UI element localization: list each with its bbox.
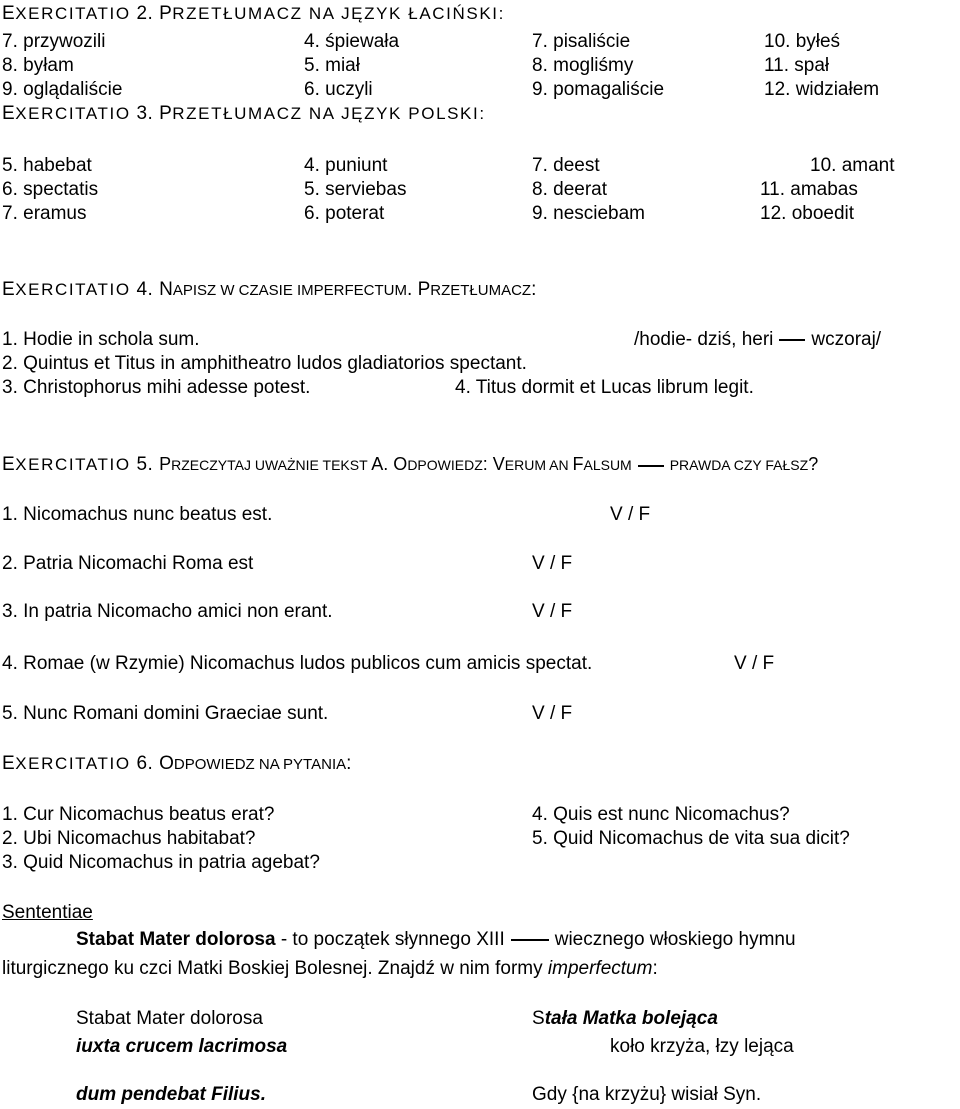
ex3-item: 7. deest [532, 155, 600, 176]
ex4-sentence: 4. Titus dormit et Lucas librum legit. [455, 377, 754, 398]
ex3-item: 12. oboedit [760, 203, 855, 224]
sententiae-title: Sententiae [2, 902, 93, 923]
heading-title: RZETŁUMACZ NA JĘZYK POLSKI: [172, 104, 486, 123]
ex4-note [634, 328, 881, 352]
instruction-text: RZECZYTAJ UWAŻNIE TEKST [171, 457, 372, 473]
heading-initial: P [159, 103, 173, 124]
heading-number: 6. [130, 753, 160, 774]
ex5-choice: V / F [734, 653, 775, 674]
hymn-title: Stabat Mater dolorosa [76, 929, 276, 950]
verse-latin: Stabat Mater dolorosa [76, 1008, 263, 1029]
instruction-initial: O [393, 454, 408, 474]
ex5-choice: V / F [532, 553, 573, 574]
ex2-item: 6. uczyli [304, 79, 373, 100]
ex2-item: 11. spał [764, 55, 830, 76]
ex5-instruction [159, 454, 819, 474]
heading-word: XERCITATIO [15, 280, 131, 299]
instruction-text: DPOWIEDZ [407, 457, 483, 473]
intro-punct: : [652, 958, 658, 979]
intro-text: wiecznego włoskiego hymnu [554, 929, 796, 950]
ex2-item: 8. byłam [2, 55, 74, 76]
ex5-choice: V / F [532, 601, 573, 622]
instruction-initial: N [159, 279, 173, 300]
heading-initial: E [2, 753, 16, 774]
heading-title: RZETŁUMACZ NA JĘZYK ŁACIŃSKI: [172, 4, 505, 23]
ex3-item: 6. spectatis [2, 179, 99, 200]
instruction-initial: P [159, 454, 172, 474]
ex3-item: 11. amabas [760, 179, 858, 200]
ex3-heading [2, 102, 486, 126]
instruction-initial: F [572, 454, 584, 474]
ex5-statement: 3. In patria Nicomacho amici non erant. [2, 601, 333, 622]
heading-number: 5. [130, 454, 160, 475]
heading-word: XERCITATIO [15, 455, 131, 474]
heading-number: 2. [130, 3, 160, 24]
heading-initial: E [2, 3, 16, 24]
ex2-item: 4. śpiewała [304, 31, 400, 52]
ex5-statement: 1. Nicomachus nunc beatus est. [2, 504, 273, 525]
ex2-item: 12. widziałem [764, 79, 880, 100]
verse-polish: Gdy {na krzyżu} wisiał Syn. [532, 1084, 762, 1105]
verse-text: ca [696, 1008, 718, 1029]
sententiae-intro-line [2, 957, 658, 981]
ex2-heading [2, 2, 505, 26]
note-text: /hodie- dziś, heri [634, 329, 774, 350]
ex2-item: 9. oglądaliście [2, 79, 123, 100]
intro-text: - to początek słynnego XIII [275, 929, 505, 950]
ex2-item: 7. pisaliście [532, 31, 631, 52]
ex3-item: 5. habebat [2, 155, 92, 176]
instruction-punct: : [531, 279, 537, 300]
sententiae-intro-line [76, 928, 796, 952]
heading-word: XERCITATIO [15, 754, 131, 773]
verse-polish: koło krzyża, łzy lejąca [610, 1036, 794, 1057]
intro-term: imperfectum [547, 958, 653, 979]
heading-initial: P [159, 3, 173, 24]
ex6-question: 2. Ubi Nicomachus habitabat? [2, 828, 256, 849]
instruction-text: PRAWDA CZY FAŁSZ [669, 457, 809, 473]
instruction-text: RZETŁUMACZ [430, 282, 532, 299]
ex5-statement: 4. Romae (w Rzymie) Nicomachus ludos publicos cum amicis spectat. [2, 653, 593, 674]
ex6-instruction [159, 753, 352, 774]
instruction-punct: : [346, 753, 352, 774]
ex2-item: 8. mogliśmy [532, 55, 634, 76]
ex5-statement: 2. Patria Nicomachi Roma est [2, 553, 254, 574]
ex2-item: 10. byłeś [764, 31, 841, 52]
heading-word: XERCITATIO [15, 4, 131, 23]
ex6-question: 5. Quid Nicomachus de vita sua dicit? [532, 828, 850, 849]
heading-number: 3. [130, 103, 160, 124]
verse-text: S [532, 1008, 545, 1029]
ex5-statement: 5. Nunc Romani domini Graeciae sunt. [2, 703, 329, 724]
heading-initial: E [2, 103, 16, 124]
ex6-question: 1. Cur Nicomachus beatus erat? [2, 804, 275, 825]
instruction-text: DPOWIEDZ NA PYTANIA [173, 756, 347, 773]
intro-text: liturgicznego ku czci Matki Boskiej Bolesnej. Znajdź w nim formy [2, 958, 548, 979]
ex4-sentence: 3. Christophorus mihi adesse potest. [2, 377, 311, 398]
ex5-choice: V / F [532, 703, 573, 724]
note-text: wczoraj/ [811, 329, 882, 350]
ex4-heading [2, 278, 536, 303]
ex3-item: 5. serviebas [304, 179, 407, 200]
instruction-initial: P [417, 279, 431, 300]
instruction-initial: O [159, 753, 174, 774]
heading-initial: E [2, 279, 16, 300]
ex2-item: 5. miał [304, 55, 360, 76]
ex5-choice: V / F [610, 504, 651, 525]
dash-line [638, 465, 664, 467]
heading-number: 4. [130, 279, 160, 300]
ex4-instruction [159, 279, 537, 300]
verse-polish [532, 1007, 718, 1031]
heading-initial: E [2, 454, 16, 475]
verse-text: tała Matka boleją [544, 1008, 697, 1029]
dash-line [779, 339, 805, 341]
ex6-question: 3. Quid Nicomachus in patria agebat? [2, 852, 320, 873]
instruction-initial: V [492, 454, 505, 474]
instruction-text: APISZ W CZASIE IMPERFECTUM [172, 282, 408, 299]
verse-latin: dum pendebat Filius. [76, 1084, 267, 1105]
verse-latin: iuxta crucem lacrimosa [76, 1036, 288, 1057]
instruction-text: ALSUM [583, 457, 632, 473]
heading-word: XERCITATIO [15, 104, 131, 123]
instruction-punct: : [482, 454, 493, 474]
instruction-punct: ? [808, 454, 819, 474]
ex4-sentence: 2. Quintus et Titus in amphitheatro ludos gladiatorios spectant. [2, 353, 527, 374]
ex3-item: 9. nesciebam [532, 203, 646, 224]
ex5-heading [2, 452, 818, 477]
ex3-item: 10. amant [810, 155, 895, 176]
ex3-item: 7. eramus [2, 203, 87, 224]
ex3-item: 8. deerat [532, 179, 607, 200]
ex2-item: 9. pomagaliście [532, 79, 665, 100]
ex6-question: 4. Quis est nunc Nicomachus? [532, 804, 790, 825]
instruction-text: ERUM AN [504, 457, 573, 473]
ex3-item: 6. poterat [304, 203, 385, 224]
ex6-heading [2, 752, 351, 777]
ex4-sentence: 1. Hodie in schola sum. [2, 329, 200, 350]
instruction-text: A. [371, 454, 394, 474]
dash-line [511, 939, 549, 941]
ex3-item: 4. puniunt [304, 155, 388, 176]
instruction-punct: . [407, 279, 418, 300]
ex2-item: 7. przywozili [2, 31, 106, 52]
